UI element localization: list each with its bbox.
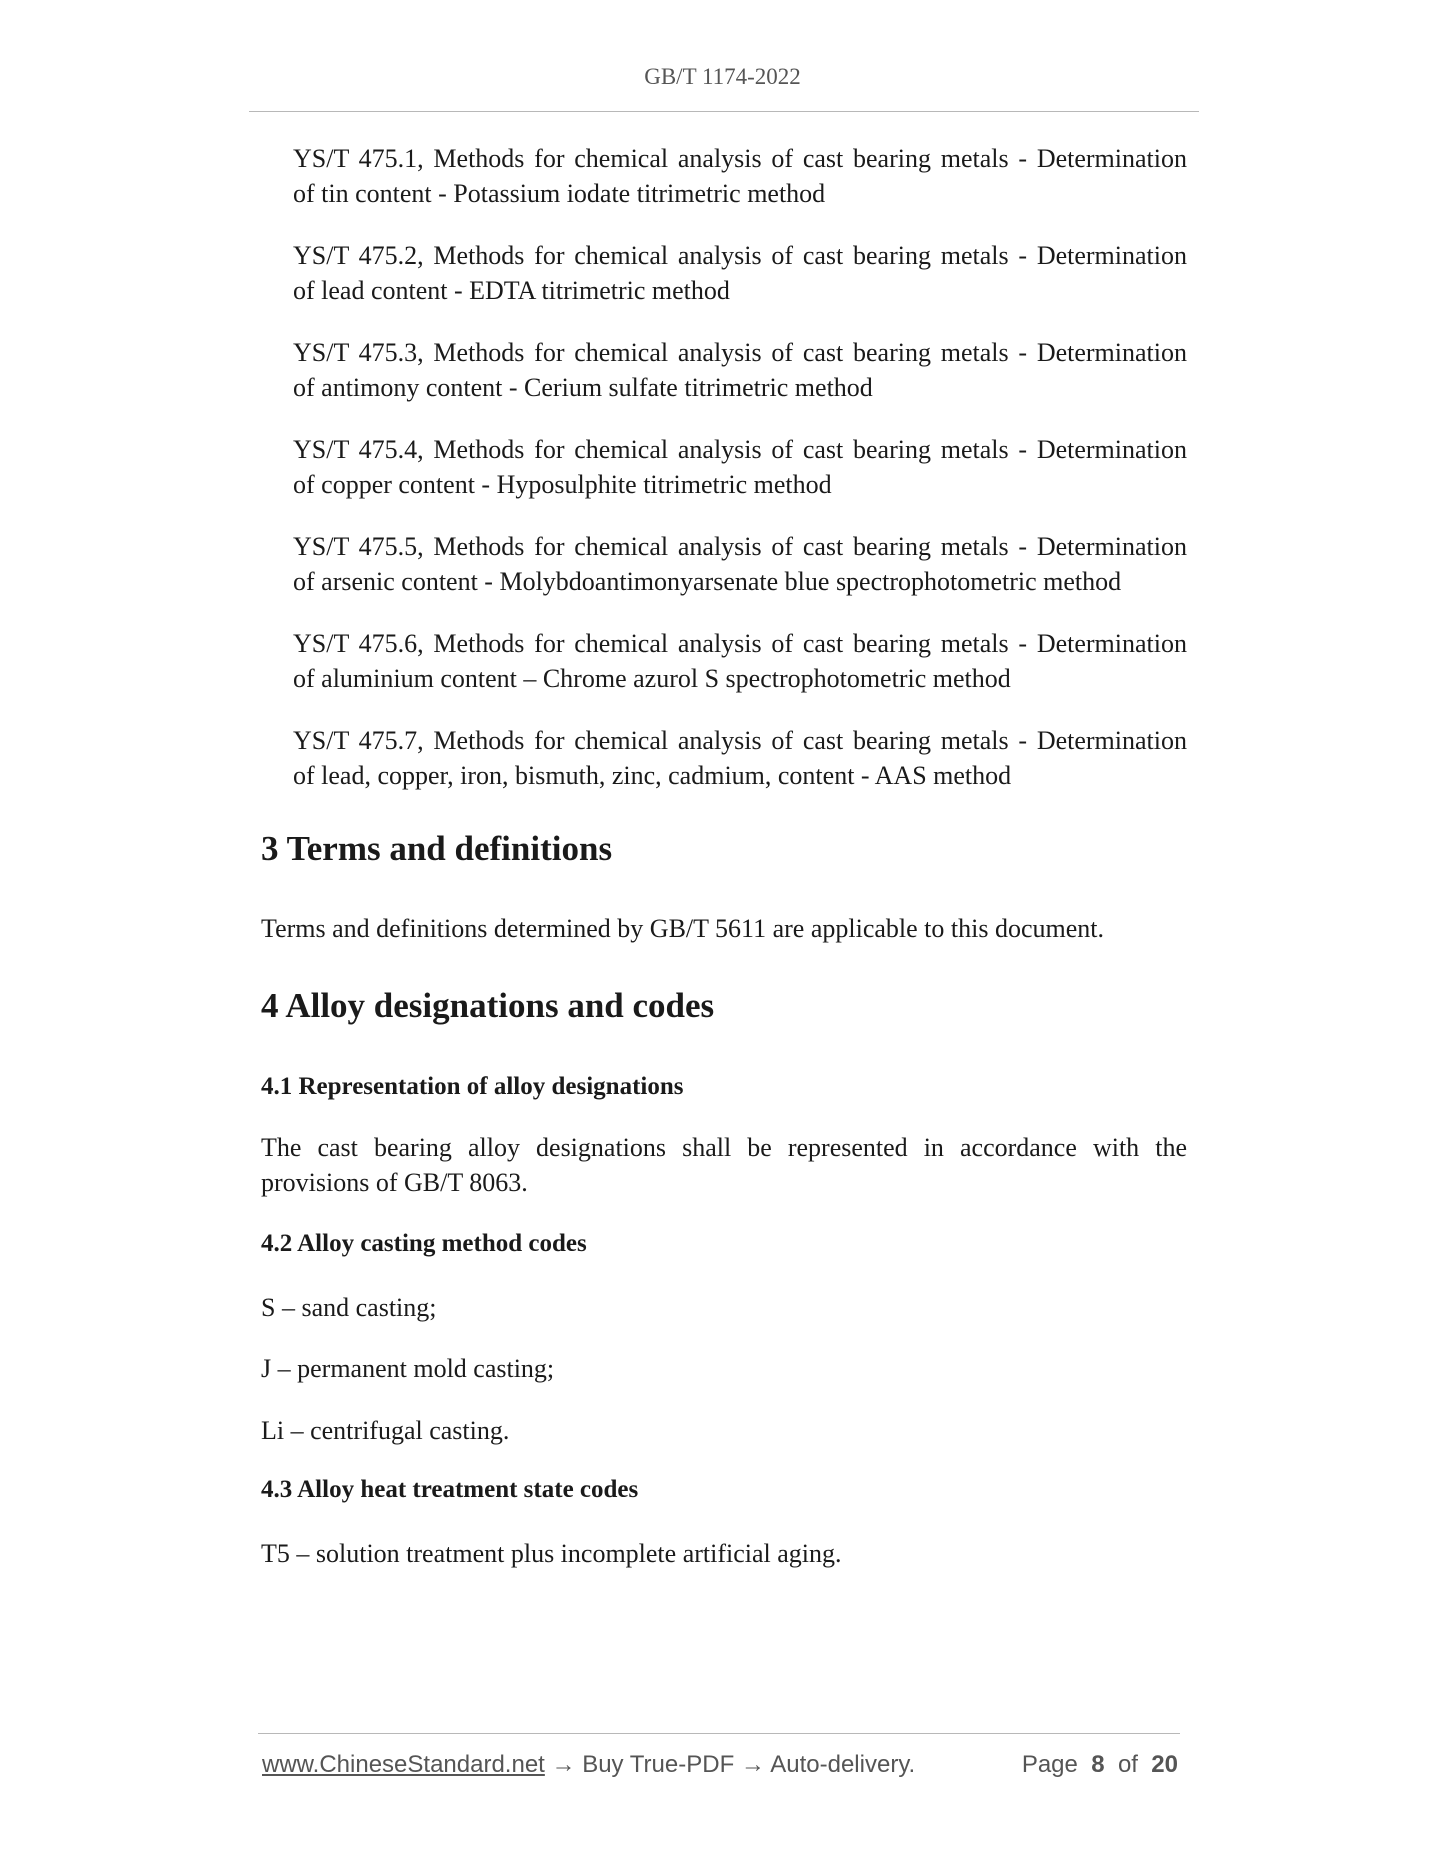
page-label: Page xyxy=(1021,1751,1078,1778)
current-page: 8 xyxy=(1091,1751,1105,1778)
reference-line: of copper content - Hyposulphite titrimetric method xyxy=(293,470,832,499)
casting-code-item: J – permanent mold casting; xyxy=(261,1354,555,1383)
reference-item xyxy=(293,238,1187,308)
footer-divider xyxy=(258,1733,1180,1734)
page-number xyxy=(1022,1751,1178,1779)
reference-line: of aluminium content – Chrome azurol S spectrophotometric method xyxy=(293,664,1011,693)
total-pages: 20 xyxy=(1151,1751,1178,1778)
reference-line: of tin content - Potassium iodate titrimetric method xyxy=(293,179,826,208)
reference-item xyxy=(293,723,1187,793)
paragraph-line: provisions of GB/T 8063. xyxy=(261,1168,528,1197)
casting-code-item: S – sand casting; xyxy=(261,1293,437,1322)
reference-line: of lead content - EDTA titrimetric method xyxy=(293,276,730,305)
buy-true-pdf-text: Buy True-PDF xyxy=(582,1751,735,1778)
of-label: of xyxy=(1117,1751,1138,1778)
running-header: GB/T 1174-2022 xyxy=(644,64,801,89)
reference-item xyxy=(293,141,1187,211)
reference-item xyxy=(293,626,1187,696)
section-4-1-heading: 4.1 Representation of alloy designations xyxy=(261,1073,684,1100)
arrow-right-icon: → xyxy=(551,1751,576,1778)
casting-code-item: Li – centrifugal casting. xyxy=(261,1416,510,1445)
reference-line: YS/T 475.1, Methods for chemical analysis of cast bearing metals - Determination xyxy=(293,144,1187,173)
header-divider xyxy=(249,111,1199,112)
auto-delivery-text: Auto-delivery. xyxy=(770,1751,916,1778)
reference-line: YS/T 475.5, Methods for chemical analysis of cast bearing metals - Determination xyxy=(293,532,1187,561)
page-footer xyxy=(262,1751,1180,1779)
section-4-3-heading: 4.3 Alloy heat treatment state codes xyxy=(261,1476,639,1503)
paragraph-line: The cast bearing alloy designations shall be represented in accordance with the xyxy=(261,1133,1187,1162)
reference-line: YS/T 475.2, Methods for chemical analysis of cast bearing metals - Determination xyxy=(293,241,1187,270)
section-4-3-text: T5 – solution treatment plus incomplete artificial aging. xyxy=(261,1539,842,1568)
reference-line: YS/T 475.6, Methods for chemical analysis of cast bearing metals - Determination xyxy=(293,629,1187,658)
reference-line: YS/T 475.7, Methods for chemical analysis of cast bearing metals - Determination xyxy=(293,726,1187,755)
reference-item xyxy=(293,432,1187,502)
section-3-text: Terms and definitions determined by GB/T 5611 are applicable to this document. xyxy=(261,914,1104,943)
arrow-right-icon: → xyxy=(740,1751,765,1778)
chinesestandard-link[interactable]: www.ChineseStandard.net xyxy=(262,1751,545,1778)
reference-item xyxy=(293,335,1187,405)
section-4-1-text xyxy=(261,1130,1187,1200)
reference-item xyxy=(293,529,1187,599)
reference-line: YS/T 475.4, Methods for chemical analysis of cast bearing metals - Determination xyxy=(293,435,1187,464)
reference-line: of arsenic content - Molybdoantimonyarsenate blue spectrophotometric method xyxy=(293,567,1122,596)
section-4-heading: 4 Alloy designations and codes xyxy=(261,986,715,1025)
reference-line: of antimony content - Cerium sulfate titrimetric method xyxy=(293,373,873,402)
section-4-2-heading: 4.2 Alloy casting method codes xyxy=(261,1230,587,1257)
section-3-heading: 3 Terms and definitions xyxy=(261,829,613,868)
reference-line: of lead, copper, iron, bismuth, zinc, cadmium, content - AAS method xyxy=(293,761,1012,790)
reference-line: YS/T 475.3, Methods for chemical analysis of cast bearing metals - Determination xyxy=(293,338,1187,367)
normative-references-list xyxy=(293,141,1187,820)
